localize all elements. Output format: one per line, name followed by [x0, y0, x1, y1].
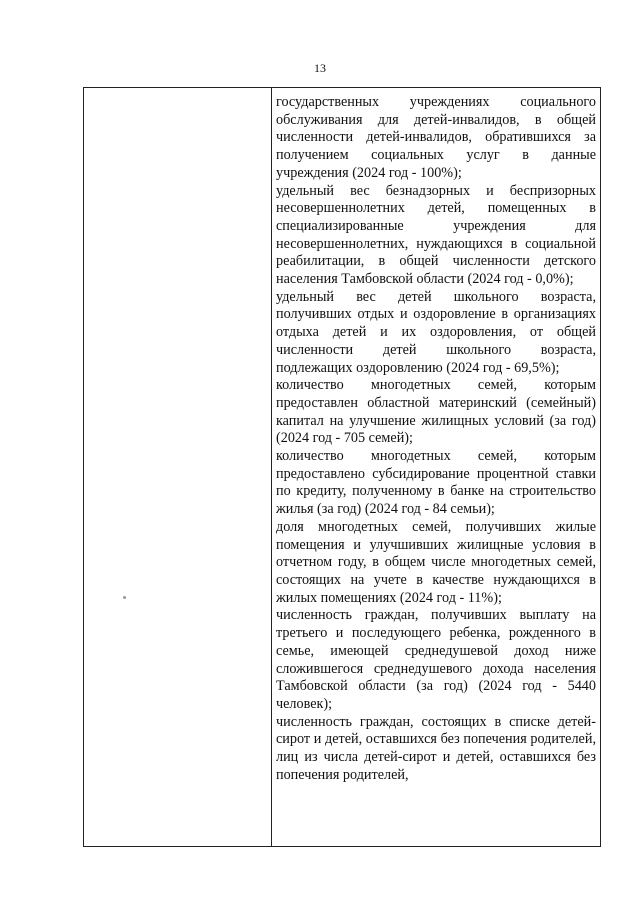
document-table	[83, 87, 601, 847]
indicator-paragraph: удельный вес безнадзорных и беспризорных несовершеннолетних детей, помещенных в специализированные учреждения для несовершеннолетних, нуждающихся в социальной реабилитации, в общей численности детского населения Тамбовской области (2024 год - 0,0%);	[276, 182, 596, 288]
scan-speck	[123, 596, 126, 599]
indicator-paragraph: государственных учреждениях социального обслуживания для детей-инвалидов, в общей численности детей-инвалидов, обратившихся за получением социальных услуг в данные учреждения (2024 год - 100%);	[276, 94, 596, 181]
indicator-paragraph: количество многодетных семей, которым предоставлен областной материнский (семейный) капитал на улучшение жилищных условий (за год) (2024 год - 705 семей);	[276, 377, 596, 447]
table-right-cell	[272, 88, 600, 846]
indicator-paragraph: удельный вес детей школьного возраста, получивших отдых и оздоровление в организациях отдыха детей и их оздоровления, от общей численности детей школьного возраста, подлежащих оздоровлению (2024 год - 69,5%);	[276, 288, 596, 376]
indicator-paragraph: численность граждан, получивших выплату на третьего и последующего ребенка, рожденного в семье, имеющей среднедушевой доход ниже сложившегося среднедушевого дохода населения Тамбовской области (за год) (2024 год - 5440 человек);	[276, 607, 596, 712]
indicator-paragraph: доля многодетных семей, получивших жилые помещения и улучшивших жилищные условия в отчетном году, в общем числе многодетных семей, состоящих на учете в качестве нуждающихся в жилых помещениях (2024 год - 11%);	[276, 518, 596, 606]
indicator-paragraph: количество многодетных семей, которым предоставлено субсидирование процентной ставки по кредиту, полученному в банке на строительство жилья (за год) (2024 год - 84 семьи);	[276, 448, 596, 518]
page-number: 13	[314, 61, 326, 75]
indicator-paragraph: численность граждан, состоящих в списке детей-сирот и детей, оставшихся без попечения родителей, лиц из числа детей-сирот и детей, оставшихся без попечения родителей,	[276, 713, 596, 783]
table-left-cell	[84, 88, 272, 846]
